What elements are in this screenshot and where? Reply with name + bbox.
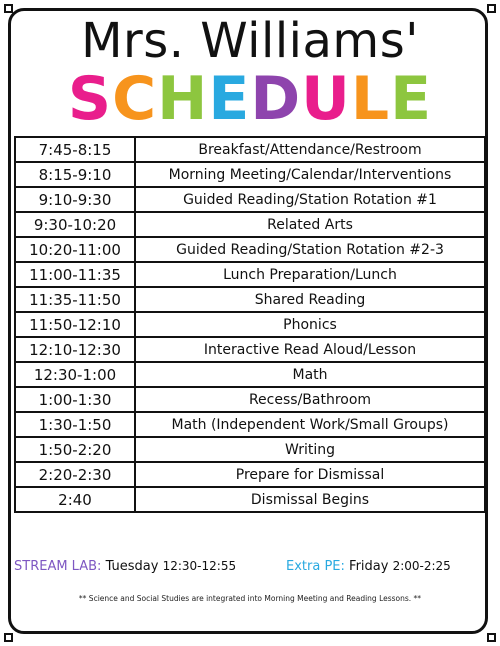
schedule-activity: Phonics	[135, 312, 485, 337]
schedule-letter: S	[67, 64, 113, 134]
schedule-activity: Lunch Preparation/Lunch	[135, 262, 485, 287]
schedule-time: 1:00-1:30	[15, 387, 135, 412]
schedule-activity: Breakfast/Attendance/Restroom	[135, 137, 485, 162]
schedule-activity: Guided Reading/Station Rotation #1	[135, 187, 485, 212]
stream-lab-day: Tuesday	[105, 559, 159, 574]
schedule-row	[15, 187, 485, 212]
schedule-letter: E	[208, 64, 251, 134]
schedule-letter: C	[112, 64, 158, 134]
schedule-time: 1:50-2:20	[15, 437, 135, 462]
schedule-activity: Interactive Read Aloud/Lesson	[135, 337, 485, 362]
schedule-activity: Shared Reading	[135, 287, 485, 312]
schedule-activity: Writing	[135, 437, 485, 462]
schedule-time: 9:10-9:30	[15, 187, 135, 212]
schedule-activity: Guided Reading/Station Rotation #2-3	[135, 237, 485, 262]
schedule-row	[15, 437, 485, 462]
schedule-activity: Dismissal Begins	[135, 487, 485, 512]
schedule-row	[15, 462, 485, 487]
schedule-letter: D	[250, 64, 302, 134]
extra-pe-time: 2:00-2:25	[392, 559, 451, 573]
schedule-time: 9:30-10:20	[15, 212, 135, 237]
schedule-time: 8:15-9:10	[15, 162, 135, 187]
schedule-row	[15, 287, 485, 312]
schedule-row	[15, 487, 485, 512]
schedule-time: 12:10-12:30	[15, 337, 135, 362]
extra-pe-info	[286, 559, 451, 574]
schedule-activity: Morning Meeting/Calendar/Interventions	[135, 162, 485, 187]
schedule-letter: L	[350, 64, 391, 134]
schedule-letter: H	[157, 64, 209, 134]
schedule-time: 11:50-12:10	[15, 312, 135, 337]
stream-lab-label: STREAM LAB:	[14, 559, 102, 574]
schedule-time: 11:35-11:50	[15, 287, 135, 312]
schedule-time: 12:30-1:00	[15, 362, 135, 387]
schedule-activity: Math	[135, 362, 485, 387]
stream-lab-info	[14, 559, 236, 574]
corner-square-bottom-left	[4, 633, 13, 642]
schedule-letter: E	[390, 64, 433, 134]
schedule-time: 7:45-8:15	[15, 137, 135, 162]
footnote: ** Science and Social Studies are integrated into Morning Meeting and Reading Lessons. **	[78, 594, 422, 603]
schedule-time: 2:40	[15, 487, 135, 512]
schedule-activity: Math (Independent Work/Small Groups)	[135, 412, 485, 437]
schedule-row	[15, 137, 485, 162]
schedule-row	[15, 237, 485, 262]
schedule-row	[15, 162, 485, 187]
schedule-activity: Related Arts	[135, 212, 485, 237]
schedule-time: 1:30-1:50	[15, 412, 135, 437]
schedule-time: 10:20-11:00	[15, 237, 135, 262]
schedule-row	[15, 412, 485, 437]
schedule-row	[15, 362, 485, 387]
corner-square-bottom-right	[487, 633, 496, 642]
page-title: Mrs. Williams'	[81, 13, 419, 69]
schedule-letter: U	[301, 64, 351, 134]
schedule-row	[15, 212, 485, 237]
schedule-table	[14, 136, 486, 513]
schedule-row	[15, 337, 485, 362]
extra-pe-day: Friday	[349, 559, 389, 574]
stream-lab-time: 12:30-12:55	[162, 559, 237, 573]
schedule-time: 11:00-11:35	[15, 262, 135, 287]
schedule-row	[15, 312, 485, 337]
schedule-time: 2:20-2:30	[15, 462, 135, 487]
schedule-row	[15, 262, 485, 287]
schedule-activity: Prepare for Dismissal	[135, 462, 485, 487]
schedule-activity: Recess/Bathroom	[135, 387, 485, 412]
schedule-row	[15, 387, 485, 412]
schedule-heading	[0, 64, 500, 134]
extra-pe-label: Extra PE:	[286, 559, 345, 574]
